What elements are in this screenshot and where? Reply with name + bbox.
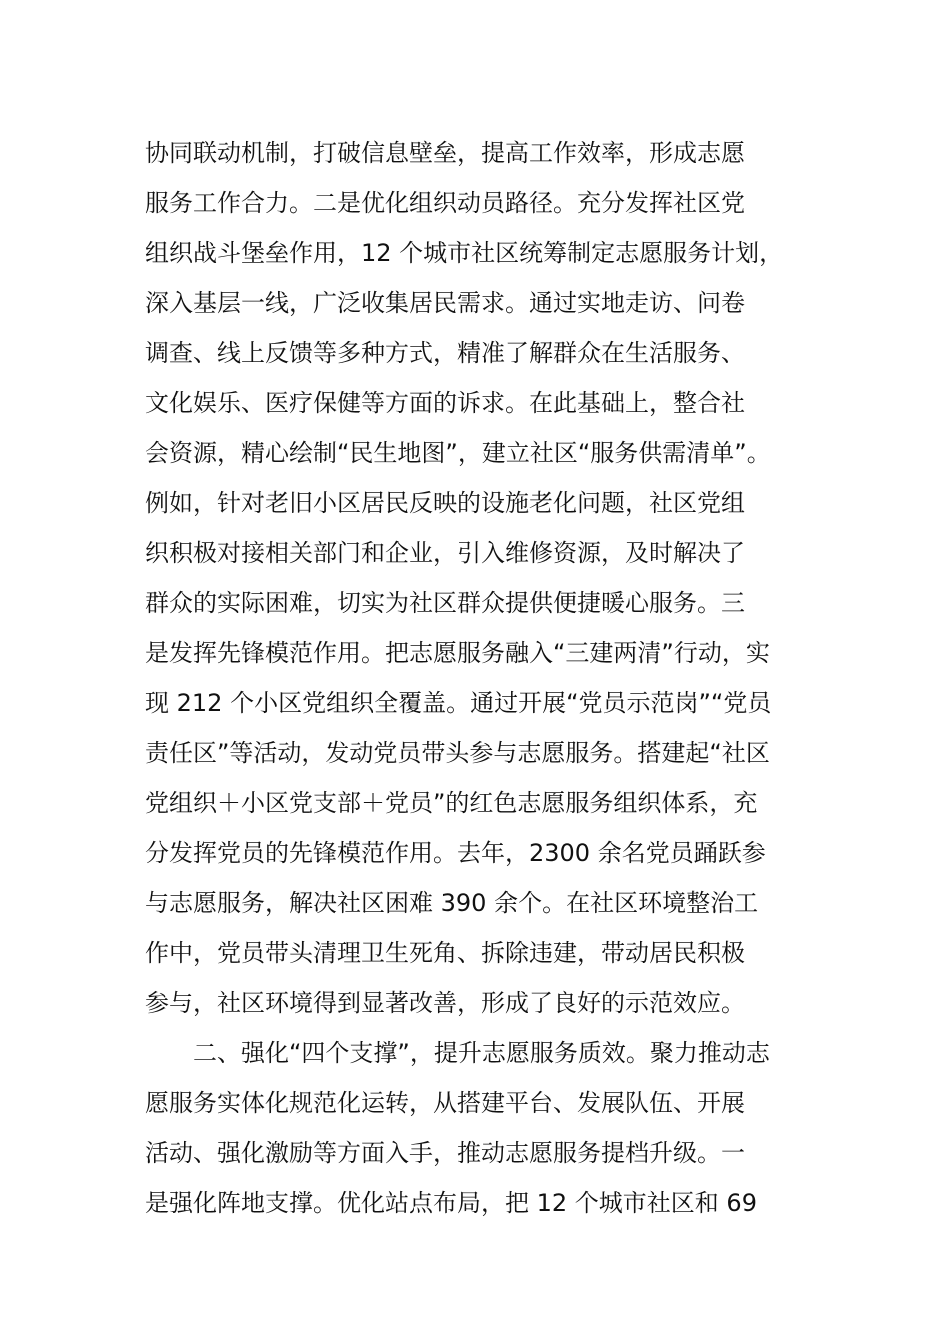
text-line-15: 分发挥党员的先锋模范作用。去年，2300 余名党员踊跃参 bbox=[145, 839, 766, 867]
text-line-9: 织积极对接相关部门和企业，引入维修资源，及时解决了 bbox=[145, 539, 745, 567]
body-text bbox=[145, 128, 845, 1228]
text-line-6: 文化娱乐、医疗保健等方面的诉求。在此基础上，整合社 bbox=[145, 389, 745, 417]
text-line-21: 活动、强化激励等方面入手，推动志愿服务提档升级。一 bbox=[145, 1139, 745, 1167]
text-line-16: 与志愿服务，解决社区困难 390 余个。在社区环境整治工 bbox=[145, 889, 759, 917]
text-line-22: 是强化阵地支撑。优化站点布局，把 12 个城市社区和 69 bbox=[145, 1189, 757, 1217]
text-line-7: 会资源，精心绘制“民生地图”，建立社区“服务供需清单”。 bbox=[145, 439, 771, 467]
text-line-10: 群众的实际困难，切实为社区群众提供便捷暖心服务。三 bbox=[145, 589, 745, 617]
text-line-5: 调查、线上反馈等多种方式，精准了解群众在生活服务、 bbox=[145, 339, 745, 367]
text-line-11: 是发挥先锋模范作用。把志愿服务融入“三建两清”行动，实 bbox=[145, 639, 770, 667]
text-line-12: 现 212 个小区党组织全覆盖。通过开展“党员示范岗”“党员 bbox=[145, 689, 772, 717]
text-line-2: 服务工作合力。二是优化组织动员路径。充分发挥社区党 bbox=[145, 189, 745, 217]
text-line-14: 党组织＋小区党支部＋党员”的红色志愿服务组织体系，充 bbox=[145, 789, 758, 817]
text-line-20: 愿服务实体化规范化运转，从搭建平台、发展队伍、开展 bbox=[145, 1089, 745, 1117]
text-line-17: 作中，党员带头清理卫生死角、拆除违建，带动居民积极 bbox=[145, 939, 745, 967]
text-line-4: 深入基层一线，广泛收集居民需求。通过实地走访、问卷 bbox=[145, 289, 745, 317]
text-line-13: 责任区”等活动，发动党员带头参与志愿服务。搭建起“社区 bbox=[145, 739, 770, 767]
text-line-3: 组织战斗堡垒作用，12 个城市社区统筹制定志愿服务计划， bbox=[145, 239, 784, 267]
text-line-8: 例如，针对老旧小区居民反映的设施老化问题，社区党组 bbox=[145, 489, 745, 517]
section-heading-line: 二、强化“四个支撑”，提升志愿服务质效。聚力推动志 bbox=[193, 1039, 770, 1067]
text-line-1: 协同联动机制，打破信息壁垒，提高工作效率，形成志愿 bbox=[145, 139, 745, 167]
text-line-18: 参与，社区环境得到显著改善，形成了良好的示范效应。 bbox=[145, 989, 745, 1017]
